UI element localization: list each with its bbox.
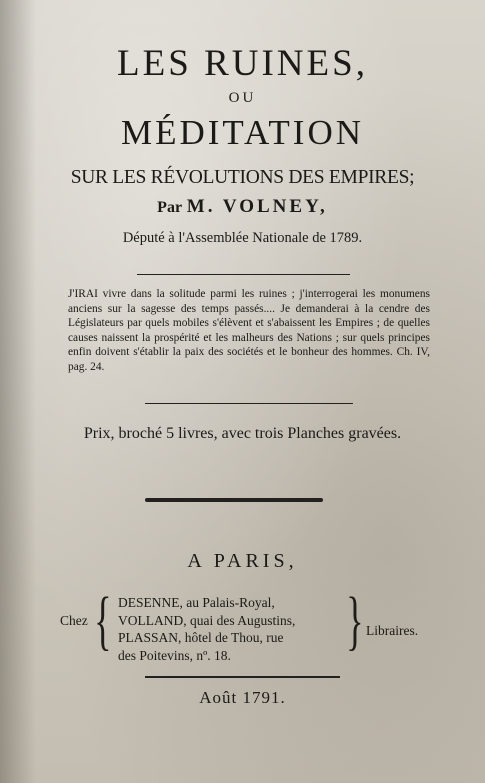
- author-affiliation: Député à l'Assemblée Nationale de 1789.: [122, 230, 363, 246]
- publisher-line: PLASSAN, hôtel de Thou, rue: [118, 630, 284, 645]
- left-brace-icon: {: [94, 584, 112, 657]
- divider-rule: [145, 676, 340, 678]
- publication-date: Août 1791.: [199, 688, 286, 707]
- publisher-line: des Poitevins, nº. 18.: [118, 647, 231, 663]
- author-line: [0, 195, 485, 220]
- publisher-list: [118, 594, 348, 664]
- author-by: Par: [157, 199, 183, 216]
- epigraph-quote: J'IRAI vivre dans la solitude parmi les ruines ; j'interrogerai les monumens anciens sur la sagesse des temps passés.... Je demanderai à la cendre des Législateurs par quels mobiles s'élèvent et s'abaissent les Empires ; de quelles causes naissent la prospérité et les malheurs des Nations ; sur quels principes enfin doivent s'établir la paix des sociétés et le bonheur des hommes. Ch. IV, pag. 24.: [68, 288, 430, 373]
- ornamental-rule: [145, 498, 323, 502]
- imprint-libraires: Libraires.: [366, 623, 419, 638]
- right-brace-icon: }: [346, 584, 364, 657]
- book-title: LES RUINES,: [117, 43, 368, 84]
- book-subtitle-line: SUR LES RÉVOLUTIONS DES EMPIRES;: [70, 167, 415, 188]
- imprint-chez: Chez: [60, 613, 88, 628]
- price-line: Prix, broché 5 livres, avec trois Planches gravées.: [83, 425, 402, 442]
- divider-rule: [145, 403, 353, 404]
- author-name: M. VOLNEY,: [186, 196, 328, 217]
- conjunction-ou: OU: [228, 90, 257, 106]
- place-of-publication: A PARIS,: [187, 550, 298, 572]
- book-subtitle-main: MÉDITATION: [121, 113, 364, 152]
- publisher-line: VOLLAND, quai des Augustins,: [118, 612, 296, 628]
- divider-rule: [137, 274, 350, 275]
- publisher-line: DESENNE, au Palais-Royal,: [118, 595, 275, 610]
